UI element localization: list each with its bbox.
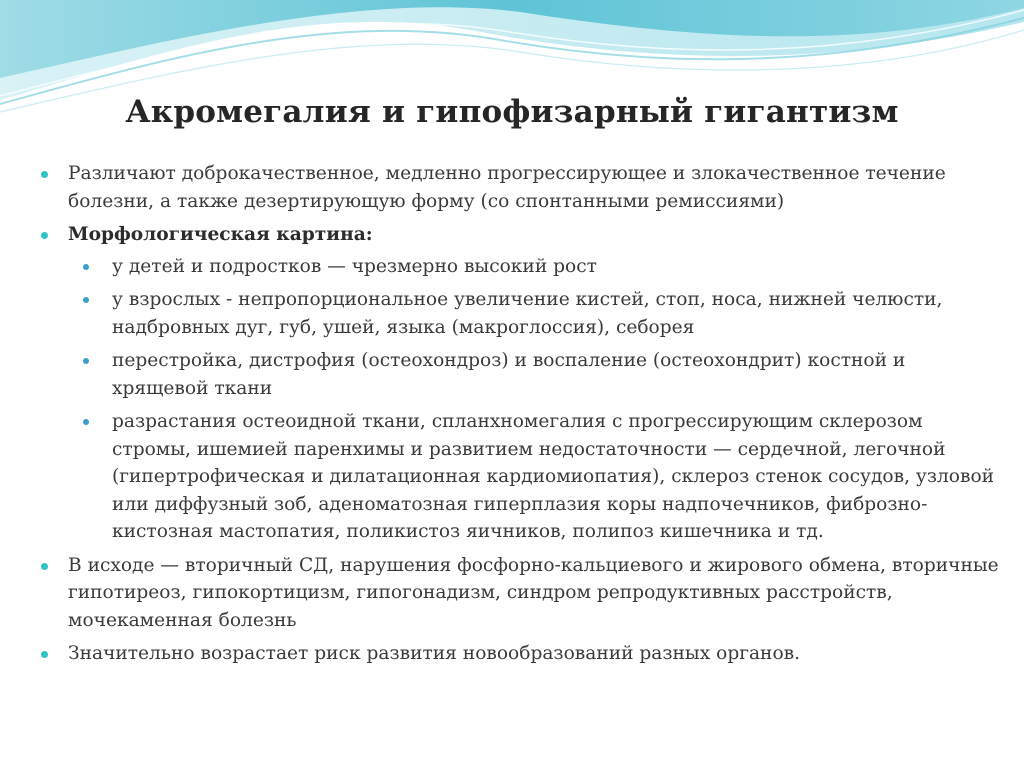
sub-list-item-text: у взрослых - непропорциональное увеличение кистей, стоп, носа, нижней челюсти, надбровных дуг, губ, ушей, языка (макроглоссия), себорея [112,289,943,338]
sub-list-item [82,408,1000,546]
bullet-dot-icon [41,232,48,239]
sub-list-item-text: у детей и подростков — чрезмерно высокий рост [112,255,597,277]
sub-list-item-text: перестройка, дистрофия (остеохондроз) и воспаление (остеохондрит) костной и хрящевой ткани [112,350,906,399]
sub-list-item [82,347,1000,402]
sub-list-item [82,286,1000,341]
bullet-dot-icon [41,171,48,178]
sub-list-item [82,253,1000,281]
sub-bullet-dot-icon [83,264,89,270]
sub-bullet-dot-icon [83,358,89,364]
list-item-text: В исходе — вторичный СД, нарушения фосфорно-кальциевого и жирового обмена, вторичные гипотиреоз, гипокортицизм, гипогонадизм, синдром репродуктивных расстройств, мочекаменная болезнь [68,554,999,631]
list-item-text: Различают доброкачественное, медленно прогрессирующее и злокачественное течение болезни, а также дезертирующую форму (со спонтанными ремиссиями) [68,163,946,212]
sub-bullet-dot-icon [83,419,89,425]
bullet-dot-icon [41,563,48,570]
list-item [40,640,1000,668]
bullet-dot-icon [41,651,48,658]
bullet-list [40,160,1000,668]
slide-title: Акромегалия и гипофизарный гигантизм [125,94,899,130]
sub-list-item-text: разрастания остеоидной ткани, спланхномегалия с прогрессирующим склерозом стромы, ишемией паренхимы и развитием недостаточности — сердечной, легочной (гипертрофическая и дилатационная кардиомиопатия), склероз стенок сосудов, узловой или диффузный зоб, аденоматозная гиперплазия коры надпочечников, фиброзно-кистозная мастопатия, поликистоз яичников, полипоз кишечника и тд. [112,411,995,542]
list-item-text: Значительно возрастает риск развития новообразований разных органов. [68,643,801,664]
sub-bullet-dot-icon [83,297,89,303]
list-item-heading: Морфологическая картина: [68,224,373,245]
content-body [40,160,1000,674]
list-item [40,221,1000,546]
sub-bullet-list [68,253,1000,546]
list-item [40,552,1000,635]
list-item [40,160,1000,215]
